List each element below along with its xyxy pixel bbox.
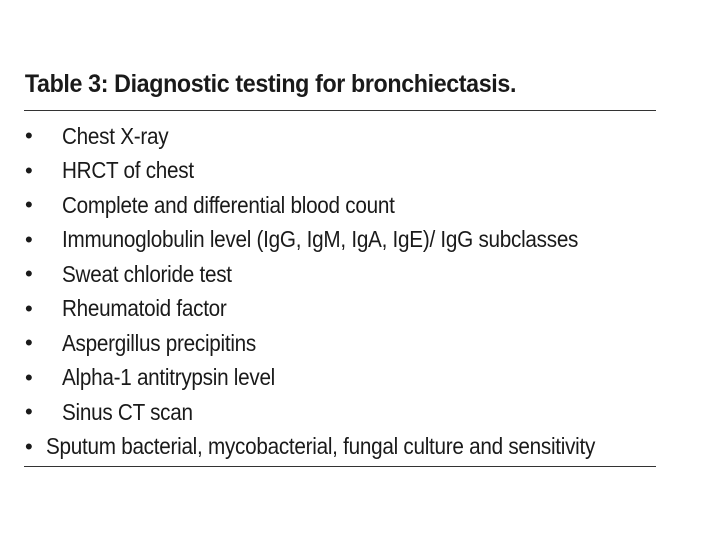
list-item (24, 292, 656, 327)
bullet-icon: • (25, 433, 33, 459)
bullet-icon: • (25, 364, 33, 390)
test-blood-count: Complete and differential blood count (62, 191, 395, 218)
bullet-icon: • (25, 226, 33, 252)
test-alpha1-antitrypsin: Alpha-1 antitrypsin level (62, 364, 276, 391)
test-hrct-chest: HRCT of chest (62, 157, 194, 184)
list-item (24, 223, 656, 258)
bullet-icon: • (25, 123, 33, 149)
list-item (24, 326, 656, 361)
list-item (24, 361, 656, 396)
diagnostic-testing-table (24, 64, 656, 467)
test-chest-xray: Chest X-ray (62, 122, 169, 149)
test-sinus-ct: Sinus CT scan (62, 398, 193, 425)
bottom-rule (24, 466, 656, 467)
list-item (24, 430, 656, 465)
test-sweat-chloride: Sweat chloride test (62, 260, 232, 287)
bullet-icon: • (25, 192, 33, 218)
table-title: Table 3: Diagnostic testing for bronchiectasis. (24, 70, 517, 98)
test-sputum-culture: Sputum bacterial, mycobacterial, fungal culture and sensitivity (45, 433, 595, 460)
bullet-icon: • (25, 295, 33, 321)
test-rheumatoid-factor: Rheumatoid factor (62, 295, 227, 322)
test-immunoglobulin: Immunoglobulin level (IgG, IgM, IgA, IgE)/ IgG subclasses (62, 226, 579, 253)
bullet-icon: • (25, 330, 33, 356)
bullet-icon: • (25, 399, 33, 425)
bullet-icon: • (25, 157, 33, 183)
test-aspergillus: Aspergillus precipitins (62, 329, 256, 356)
list-item (24, 395, 656, 430)
list-item (24, 154, 656, 189)
top-rule (24, 110, 656, 111)
list-item (24, 188, 656, 223)
list-item (24, 257, 656, 292)
test-list (24, 119, 656, 464)
list-item (24, 119, 656, 154)
bullet-icon: • (25, 261, 33, 287)
